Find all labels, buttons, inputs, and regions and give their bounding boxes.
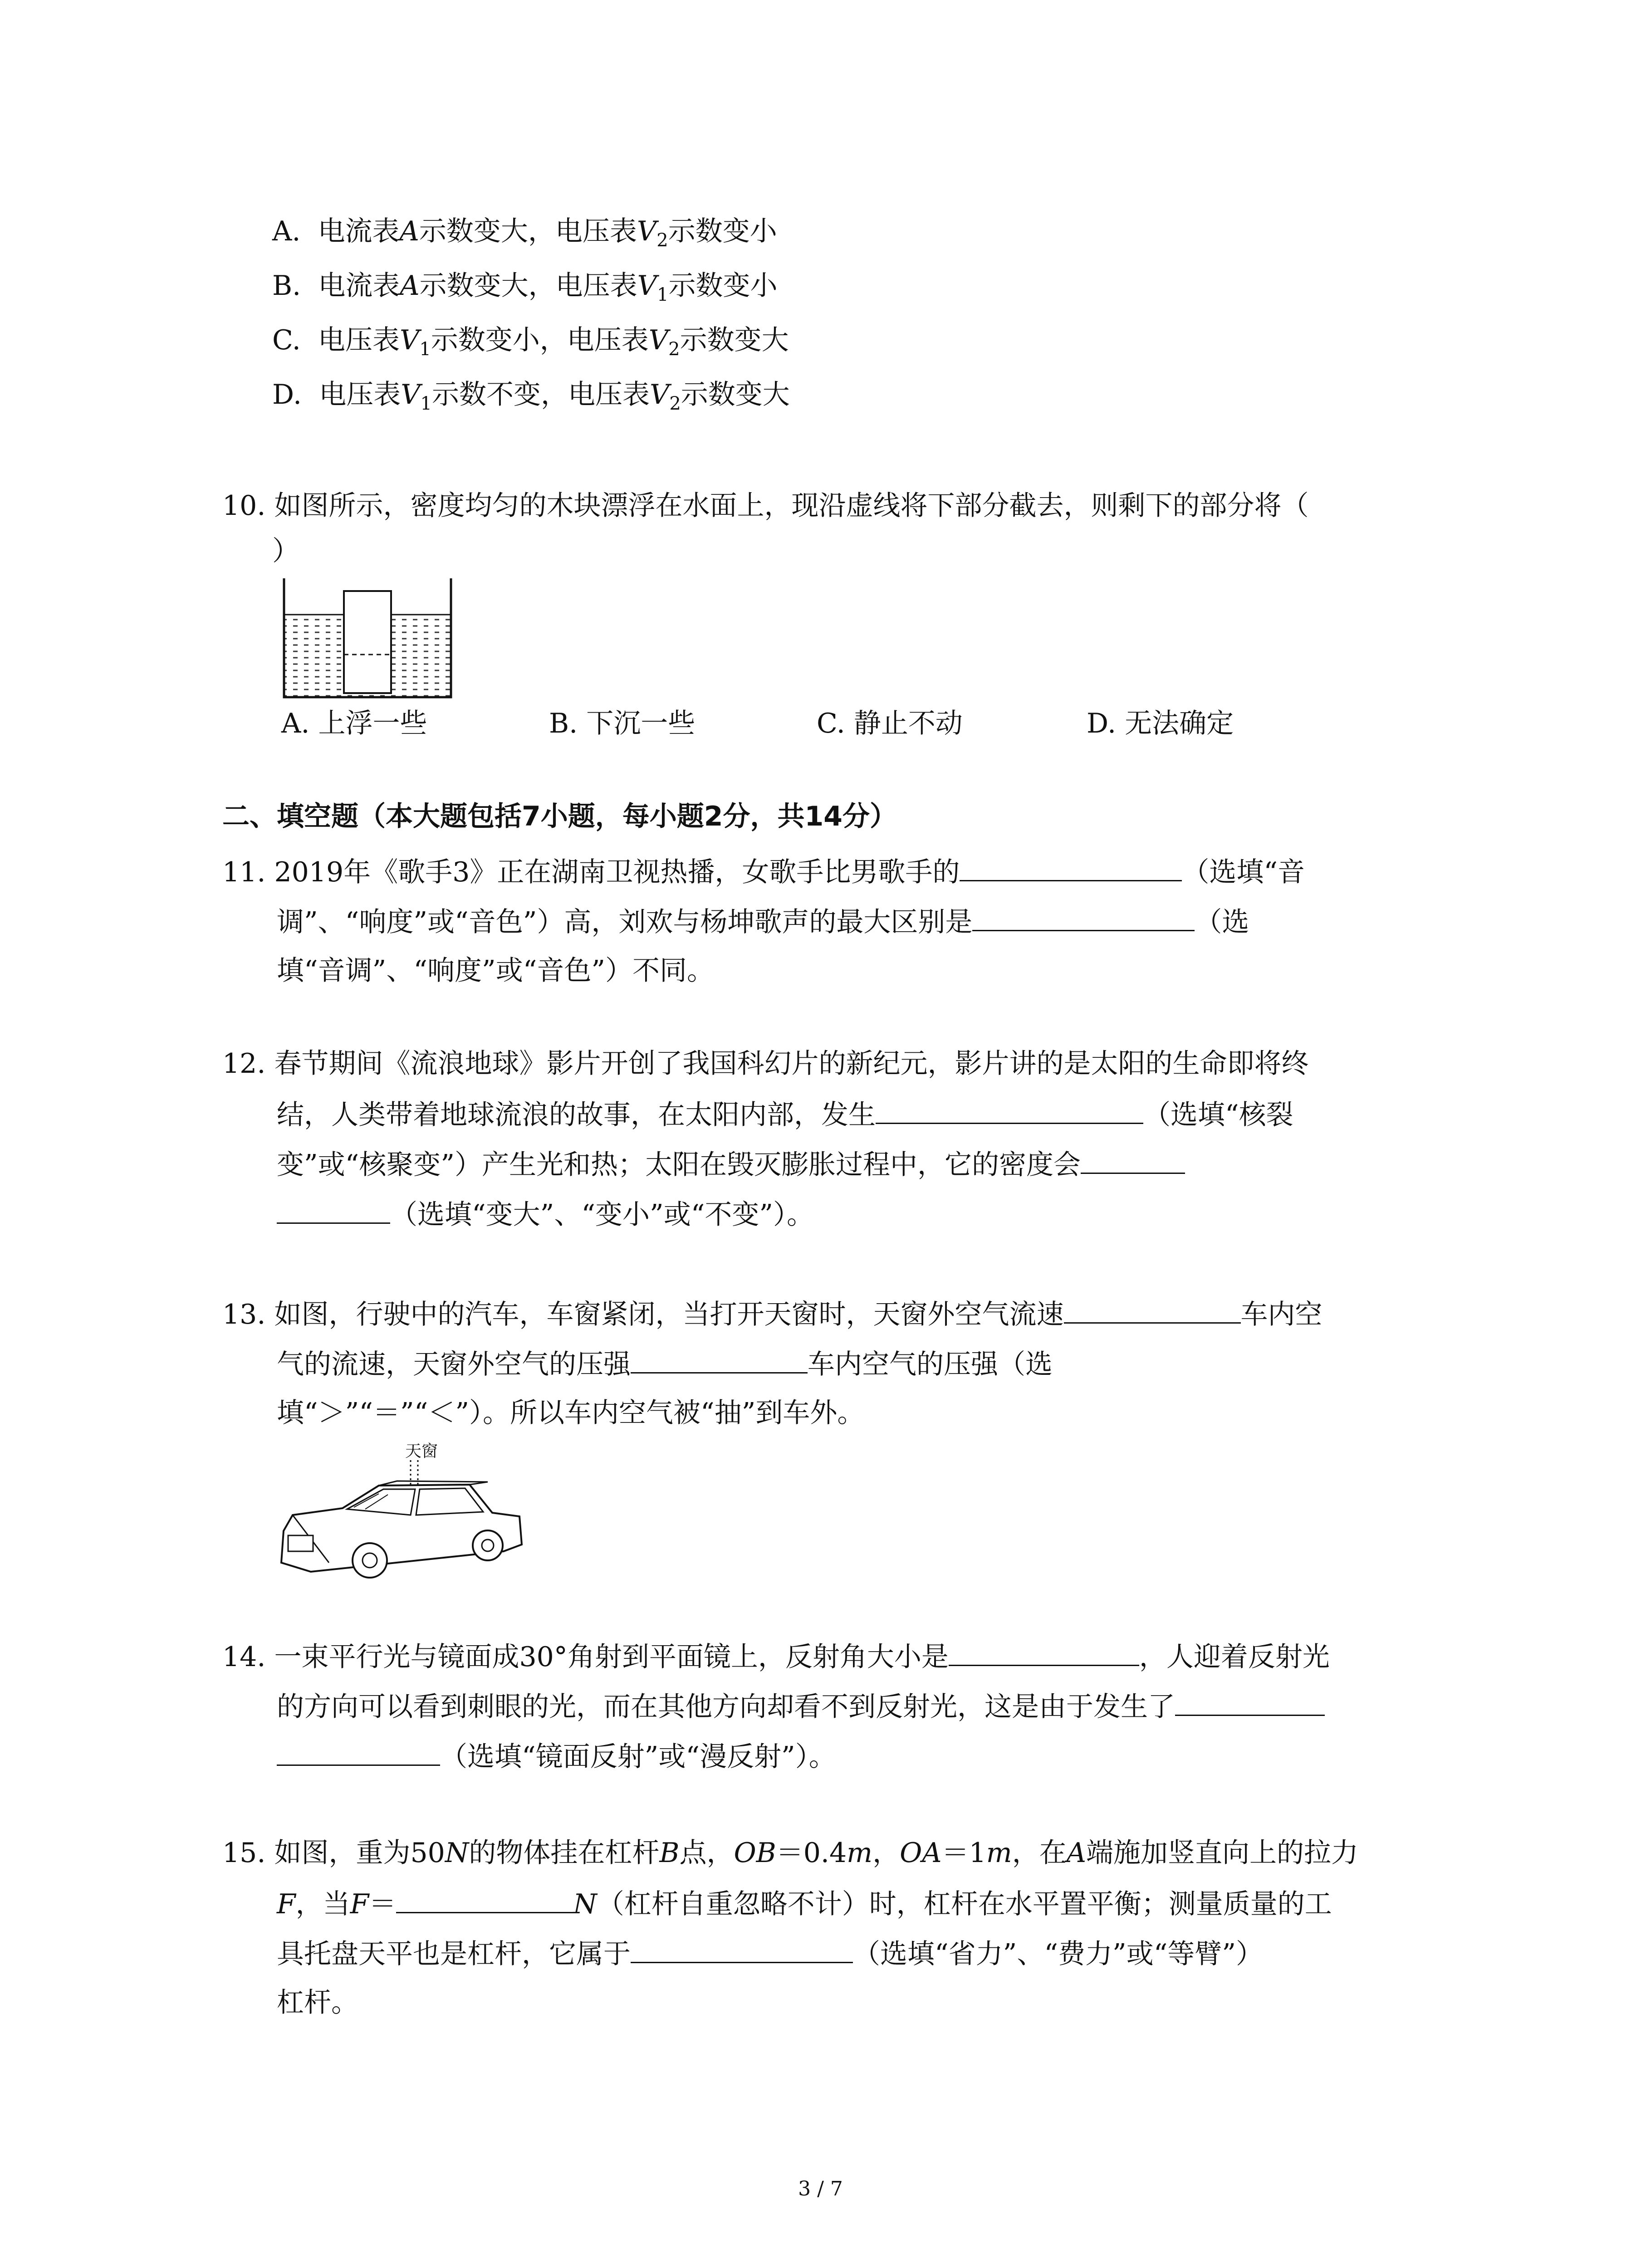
q11-blank2[interactable] <box>972 903 1195 931</box>
q12-line2: 结，人类带着地球流浪的故事，在太阳内部，发生 （选填“核裂 <box>277 1095 1293 1133</box>
q10-option-d: D. 无法确定 <box>1087 708 1234 739</box>
q15-blank1[interactable] <box>396 1885 573 1913</box>
section-title: 二、填空题（本大题包括7小题，每小题2分，共14分） <box>222 801 897 832</box>
q10-stem-cont: ） <box>272 535 299 567</box>
q11-blank1[interactable] <box>960 853 1182 881</box>
q14-blank1[interactable] <box>949 1637 1139 1666</box>
q9-option-a: A. 电流表A示数变大，电压表$V_2$示数变小 <box>272 215 777 251</box>
q14-line1: 14. 一束平行光与镜面成30°角射到平面镜上，反射角大小是 ，人迎着反射光 <box>222 1637 1330 1675</box>
q12-line3: 变”或“核聚变”）产生光和热；太阳在毁灭膨胀过程中，它的密度会 <box>277 1145 1185 1183</box>
q13-blank2[interactable] <box>631 1345 808 1374</box>
q12-line4: （选填“变大”、“变小”或“不变”）。 <box>277 1195 814 1233</box>
sunroof-label: 天窗 <box>405 1442 438 1461</box>
q14-line3: （选填“镜面反射”或“漫反射”）。 <box>277 1737 836 1775</box>
q15-line3: 具托盘天平也是杠杆，它属于 （选填“省力”、“费力”或“等臂”） <box>277 1935 1263 1972</box>
q9-option-d: D. 电压表$V_1$示数不变，电压表$V_2$示数变大 <box>272 379 790 414</box>
q9-option-c: C. 电压表$V_1$示数变小，电压表$V_2$示数变大 <box>272 324 789 360</box>
q10-option-a: A. 上浮一些 <box>281 708 427 739</box>
floating-block-figure <box>281 578 454 701</box>
q12-line1: 12. 春节期间《流浪地球》影片开创了我国科幻片的新纪元，影片讲的是太阳的生命即将终 <box>222 1048 1309 1080</box>
q14-blank2b[interactable] <box>277 1737 440 1766</box>
q13-line1: 13. 如图，行驶中的汽车，车窗紧闭，当打开天窗时，天窗外空气流速 车内空 <box>222 1295 1323 1333</box>
q10-option-c: C. 静止不动 <box>817 708 963 739</box>
q11-line3: 填“音调”、“响度”或“音色”）不同。 <box>277 955 715 987</box>
wooden-block <box>344 591 391 693</box>
q13-blank1[interactable] <box>1064 1295 1241 1324</box>
q15-line4: 杠杆。 <box>277 1987 358 2019</box>
q10-stem: 10. 如图所示，密度均匀的木块漂浮在水面上，现沿虚线将下部分截去，则剩下的部分将（ <box>222 490 1309 522</box>
q9-option-b: B. 电流表A示数变大，电压表$V_1$示数变小 <box>272 270 778 305</box>
q13-line3: 填“＞”“＝”“＜”）。所以车内空气被“抽”到车外。 <box>277 1397 865 1429</box>
q11-line2: 调”、“响度”或“音色”）高，刘欢与杨坤歌声的最大区别是 （选 <box>277 903 1249 940</box>
q14-line2: 的方向可以看到刺眼的光，而在其他方向却看不到反射光，这是由于发生了 <box>277 1687 1325 1725</box>
q11-line1: 11. 2019年《歌手3》正在湖南卫视热播，女歌手比男歌手的 （选填“音 <box>222 853 1305 890</box>
page-number: 3 / 7 <box>798 2177 843 2200</box>
q10-option-b: B. 下沉一些 <box>549 708 696 739</box>
q15-line1: 15. 如图，重为50N的物体挂在杠杆B点，OB＝0.4m，OA＝1m，在A端施加竖直向上的拉力 <box>222 1837 1359 1869</box>
car-sunroof-figure <box>274 1440 529 1590</box>
q12-blank1[interactable] <box>876 1095 1143 1124</box>
q12-blank2b[interactable] <box>277 1195 390 1224</box>
q12-blank2a[interactable] <box>1081 1145 1185 1174</box>
q15-blank2[interactable] <box>631 1935 853 1963</box>
q13-line2: 气的流速，天窗外空气的压强 车内空气的压强（选 <box>277 1345 1053 1383</box>
q15-line2: F，当F＝ N（杠杆自重忽略不计）时，杠杆在水平置平衡；测量质量的工 <box>277 1885 1332 1922</box>
q14-blank2a[interactable] <box>1175 1687 1325 1716</box>
